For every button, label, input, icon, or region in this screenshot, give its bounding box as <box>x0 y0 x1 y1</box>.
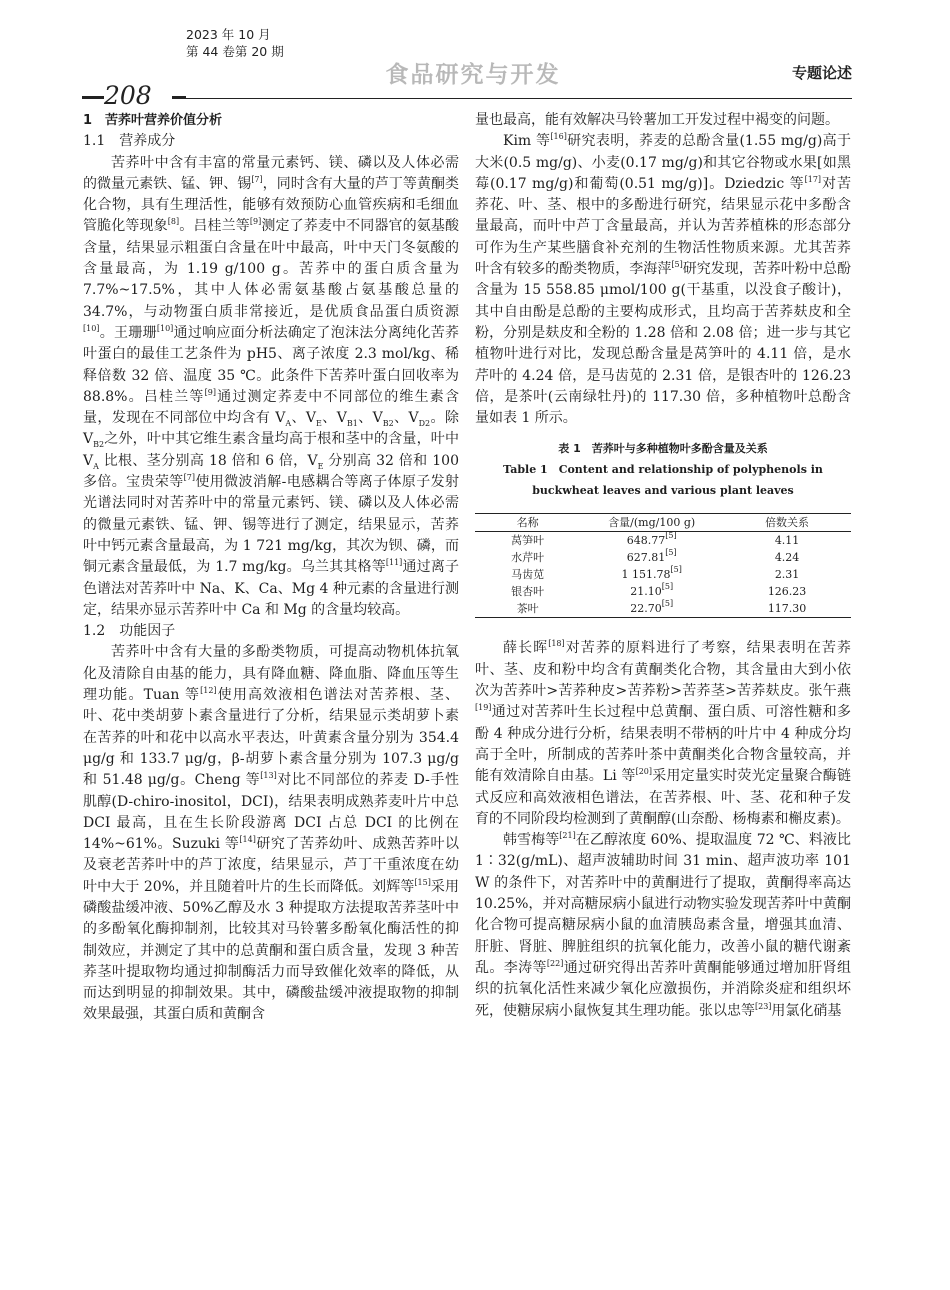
paragraph-nutrition: 苦荞叶中含有丰富的常量元素钙、镁、磷以及人体必需的微量元素铁、锰、钾、锡[7]，同时含有大量的芦丁等黄酮类化合物，具有生理活性，能够有效预防心血管疾病和毛细血管脆化等现象[8]。吕桂兰等[9]测定了荞麦中不同器官的氨基酸含量，结果显示粗蛋白含量在叶中最高，叶中天门冬氨酸的含量最高，为 1.19 g/100 g。苦荞中的蛋白质含量为 7.7%~17.5%，其中人体必需氨基酸占氨基酸总量的 34.7%，与动物蛋白质非常接近，是优质食品蛋白质资源[10]。王珊珊[10]通过响应面分析法确定了泡沫法分离纯化苦荞叶蛋白的最佳工艺条件为 pH5、离子浓度 2.3 mol/kg、稀释倍数 32 倍、温度 35 ℃。此条件下苦荞叶蛋白回收率为 88.8%。吕桂兰等[9]通过测定荞麦中不同部位的维生素含量，发现在不同部位中均含有 $V_A$、$V_E$、$V_{B1}$、$V_{B2}$、$V_{D2}$。除 $V_{B2}$之外，叶中其它维生素含量均高于根和茎中的含量，叶中$V_A$ 比根、茎分别高 18 倍和 6 倍，$V_E$ 分别高 32 倍和 100 多倍。宝贵荣等[7]使用微波消解-电感耦合等离子体原子发射光谱法同时对苦荞叶中的常量元素钙、镁、磷以及人体必需的微量元素铁、锰、钾、锡等进行了测定，结果显示，苦荞叶中钙元素含量最高，为 1 721 mg/kg，其次为钡、磷，而铜元素含量最低，为 1.7 mg/kg。乌兰其其格等[11]通过离子色谱法对苦荞叶中 Na、K、Ca、Mg 4 种元素的含量进行测定，结果亦显示苦荞叶中 Ca 和 Mg 的含量均较高。 <box>83 154 460 618</box>
table-cell-name: 水芹叶 <box>511 551 545 565</box>
left-column <box>83 110 459 1026</box>
table-cell-content: 21.10[5] <box>630 582 674 599</box>
table-cell-ratio: 4.11 <box>774 534 800 548</box>
table-row <box>475 600 851 618</box>
table-cell-ratio: 2.31 <box>774 568 800 582</box>
paragraph-continued: 量也最高，能有效解决马铃薯加工开发过程中褐变的问题。 <box>475 112 839 128</box>
table-cell-ratio: 126.23 <box>767 585 807 599</box>
header-rule-mid <box>172 96 186 99</box>
paragraph-kim: Kim 等[16]研究表明，荞麦的总酚含量(1.55 mg/g)高于大米(0.5 mg/g)、小麦(0.17 mg/g)和其它谷物或水果[如黑莓(0.17 mg/g)和葡萄(0.51 mg/g)]。Dziedzic 等[17]对苦荞花、叶、茎、根中的多酚进行研究，结果显示花中多酚含量最高，而叶中芦丁含量最高，并认为苦荞植株的形态部分可作为生产某些膳食补充剂的生物活性物质来源。尤其苦荞叶含有较多的酚类物质，李海萍[5]研究发现，苦荞叶粉中总酚含量为 15 558.85 μmol/100 g(干基重，以没食子酸计)，其中自由酚是总酚的主要构成形式，且均高于苦荞麸皮和全粉，分别是麸皮和全粉的 1.28 倍和 2.08 倍；进一步与其它植物叶进行对比，发现总酚含量是莴笋叶的 4.11 倍，是水芹叶的 4.24 倍，是马齿苋的 2.31 倍，是银杏叶的 126.23 倍，是茶叶(云南绿牡丹)的 117.30 倍，多种植物叶总酚含量如表 1 所示。 <box>475 132 852 427</box>
table-cell-ratio: 117.30 <box>767 602 807 616</box>
issue-date <box>186 26 284 60</box>
section-label: 专题论述 <box>791 64 852 82</box>
page-number: 208 <box>104 81 152 110</box>
right-column <box>475 110 851 1022</box>
table-cell-content: 627.81[5] <box>626 548 677 565</box>
table-row <box>475 549 851 566</box>
header-rule <box>186 98 852 99</box>
table-row <box>475 566 851 583</box>
table-caption: 表 1 苦荞叶与多种植物叶多酚含量及关系 <box>558 442 768 456</box>
table-cell-name: 茶叶 <box>516 602 539 616</box>
issue-month: 2023 年 10 月 <box>186 27 271 42</box>
header-rule-left <box>82 96 104 99</box>
table-cell-content: 22.70[5] <box>630 599 674 616</box>
table-cell-content: 648.77[5] <box>626 531 677 548</box>
table-cell-name: 莴笋叶 <box>511 534 545 548</box>
table-header-content: 含量/(mg/100 g) <box>608 516 696 530</box>
table-cell-content: 1 151.78[5] <box>621 565 682 582</box>
paragraph-functional-factors: 苦荞叶中含有大量的多酚类物质，可提高动物机体抗氧化及清除自由基的能力，具有降血糖、降血脂、降血压等生理功能。Tuan 等[12]使用高效液相色谱法对苦荞根、茎、叶、花中类胡萝卜素含量进行了分析，结果显示类胡萝卜素在苦荞的叶和花中以高水平表达，叶黄素含量分别为 354.4 μg/g 和 133.7 μg/g，β-胡萝卜素含量分别为 107.3 μg/g 和 51.48 μg/g。Cheng 等[13]对比不同部位的荞麦 D-手性肌醇(D-chiro-inositol，DCI)，结果表明成熟荞麦叶片中总 DCI 最高，且在生长阶段游离 DCI 占总 DCI 的比例在 14%~61%。Suzuki 等[14]研究了苦荞幼叶、成熟苦荞叶以及衰老苦荞叶中的芦丁浓度，结果显示，芦丁干重浓度在幼叶中大于 20%，并且随着叶片的生长而降低。刘辉等[15]采用磷酸盐缓冲液、50%乙醇及水 3 种提取方法提取苦荞茎叶中的多酚氧化酶抑制剂，比较其对马铃薯多酚氧化酶活性的抑制效应，并测定了其中的总黄酮和蛋白质含量，发现 3 种苦荞茎叶提取物均通过抑制酶活力而导致催化效率的降低，从而达到明显的抑制效果。其中，磷酸盐缓冲液提取物的抑制效果最强，其蛋白质和黄酮含 <box>83 644 460 1023</box>
table-cell-name: 马齿苋 <box>511 568 545 582</box>
table-row <box>475 532 851 550</box>
table-header-row <box>475 514 851 532</box>
table-cell-ratio: 4.24 <box>774 551 800 565</box>
heading-1-2: 1.2 功能因子 <box>83 623 176 640</box>
paragraph-xue: 薛长晖[18]对苦荞的原料进行了考察，结果表明在苦荞叶、茎、皮和粉中均含有黄酮类化合物，其含量由大到小依次为苦荞叶>苦荞种皮>苦荞粉>苦荞茎>苦荞麸皮。张午燕[19]通过对苦荞叶生长过程中总黄酮、蛋白质、可溶性糖和多酚 4 种成分进行分析，结果表明不带柄的叶片中 4 种成分均高于全叶，所制成的苦荞叶茶中黄酮类化合物含量较高，并能有效清除自由基。Li 等[20]采用定量实时荧光定量聚合酶链式反应和高效液相色谱法，在苦荞根、叶、茎、花和种子发育的不同阶段均检测到了黄酮醇(山奈酚、杨梅素和槲皮素)。 <box>475 639 852 827</box>
heading-1-1: 1.1 营养成分 <box>83 133 176 150</box>
polyphenol-table <box>475 513 851 618</box>
heading-section-1: 1 苦荞叶营养价值分析 <box>83 113 223 128</box>
table-header-ratio: 倍数关系 <box>765 516 810 530</box>
paragraph-han: 韩雪梅等[21]在乙醇浓度 60%、提取温度 72 ℃、料液比 1∶32(g/mL)、超声波辅助时间 31 min、超声波功率 101 W 的条件下，对苦荞叶中的黄酮进行了提取，黄酮得率高达 10.25%，并对高糖尿病小鼠进行动物实验发现苦荞叶中黄酮化合物可提高糖尿病小鼠的血清胰岛素含量，增强其血清、肝脏、肾脏、脾脏组织的抗氧化能力，改善小鼠的糖代谢紊乱。李涛等[22]通过研究得出苦荞叶黄酮能够通过增加肝肾组织的抗氧化活性来减少氧化应激损伤，并消除炎症和组织坏死，使糖尿病小鼠恢复其生理功能。张以忠等[23]用氯化硝基 <box>475 831 852 1019</box>
table-row <box>475 583 851 600</box>
journal-title: 食品研究与开发 <box>385 62 561 88</box>
table-cell-name: 银杏叶 <box>511 585 545 599</box>
issue-volume: 第 44 卷第 20 期 <box>186 44 284 59</box>
table-caption-en: Table 1 Content and relationship of polyphenols in buckwheat leaves and various plant leaves <box>503 463 823 498</box>
table-header-name: 名称 <box>516 516 539 530</box>
